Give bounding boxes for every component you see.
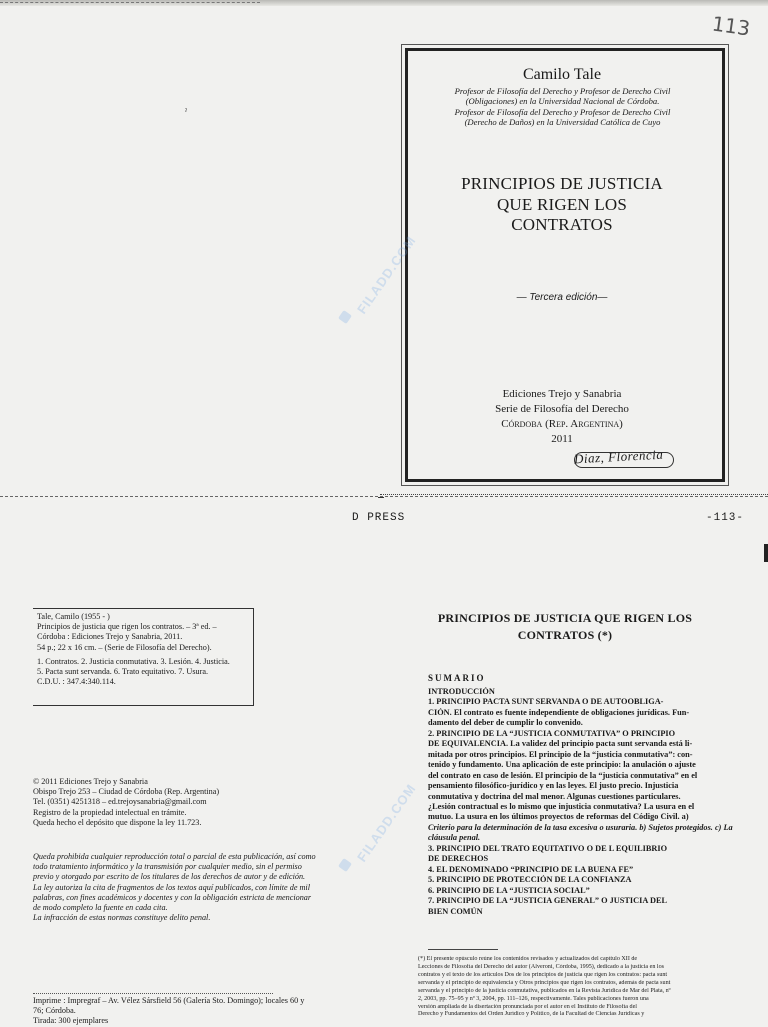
footnote-line: (*) El presente opúsculo reúne los contenidos revisados y actualizados del capítulo XII de (418, 956, 638, 962)
publisher-block (405, 387, 719, 446)
credit-line: Profesor de Filosofía del Derecho y Profesor de Derecho Civil (454, 106, 671, 117)
catalog-line: Tale, Camilo (1955 - ) (37, 612, 110, 621)
chapter-title-line: PRINCIPIOS DE JUSTICIA QUE RIGEN LOS (437, 611, 693, 625)
toc-line: DE DERECHOS (428, 854, 489, 864)
copyright-line: Queda hecho el depósito que dispone la ley 11.723. (33, 817, 202, 827)
table-of-contents (428, 687, 738, 917)
watermark-text: FILADD.COM (354, 780, 419, 865)
credit-line: Profesor de Filosofía del Derecho y Profesor de Derecho Civil (454, 86, 671, 96)
catalog-line: Principios de justicia que rigen los contratos. – 3ª ed. – (37, 622, 217, 632)
author-credits (420, 86, 705, 127)
watermark-text: FILADD.COM (354, 232, 419, 317)
legal-line: La infracción de estas normas constituye delito penal. (33, 913, 211, 923)
publisher-line: Serie de Filosofía del Derecho (495, 402, 629, 415)
legal-line: previo y otorgado por escrito de los titulares de los derechos de autor y de edición. (33, 872, 306, 882)
toc-line: 7. PRINCIPIO DE LA “JUSTICIA GENERAL” O JUSTICIA DEL (428, 896, 668, 906)
title-line: CONTRATOS (511, 215, 613, 235)
catalog-card (33, 608, 254, 706)
copyright-line: © 2011 Ediciones Trejo y Sanabria (33, 777, 148, 786)
scan-divider (380, 494, 768, 495)
credit-line: (Derecho de Daños) en la Universidad Católica de Cuyo (464, 116, 661, 127)
toc-line: pensamiento filosófico-jurídico y en las leyes. El justo precio. Injusticia (428, 781, 679, 791)
sumario-heading: SUMARIO (428, 673, 486, 683)
imprint-divider (33, 993, 273, 994)
watermark-logo-icon (338, 310, 352, 324)
footnote (418, 956, 740, 1019)
stray-mark: ˀ (185, 107, 187, 116)
toc-line: cláusula penal. (428, 833, 481, 843)
catalog-line: Córdoba : Ediciones Trejo y Sanabria, 2011. (37, 632, 183, 642)
toc-line: 5. PRINCIPIO DE PROTECCIÓN DE LA CONFIANZA (428, 875, 632, 885)
legal-line: Queda prohibida cualquier reproducción total o parcial de esta publicación, así como (33, 852, 316, 861)
copyright-line: Tel. (0351) 4251318 – ed.trejoysanabria@gmail.com (33, 797, 207, 807)
footnote-line: versión ampliada de la disertación pronunciada por el autor en el Instituto de Filosofía del (418, 1003, 637, 1010)
credit-line: (Obligaciones) en la Universidad Nacional de Córdoba. (465, 96, 660, 107)
imprint-line: Tirada: 300 ejemplares (33, 1016, 109, 1026)
imprint-block (33, 996, 353, 1027)
toc-line: 4. EL DENOMINADO “PRINCIPIO DE LA BUENA FE” (428, 864, 634, 874)
legal-line: palabras, con fines académicos y docentes y con la obligación estricta de mencionar (33, 892, 312, 902)
handwritten-signature: Diaz, Florencia (573, 446, 664, 467)
copyright-line: Registro de la propiedad intelectual en trámite. (33, 807, 187, 817)
toc-line: DE EQUIVALENCIA. La validez del principio pacta sunt servanda está li- (428, 739, 693, 749)
chapter-title (400, 610, 730, 644)
scan-mark (378, 493, 384, 498)
footnote-line: servanda y el principio de equivalencia y Otros principios que rigen los contratos, además de pacta sunt (418, 979, 671, 986)
footnote-divider (428, 949, 498, 950)
chapter-title-line: CONTRATOS (*) (517, 627, 613, 642)
publisher-line: 2011 (551, 432, 573, 445)
edition-label: — Tercera edición— (516, 292, 608, 303)
toc-line: conmutativa y doctrina del mal menor. Algunas cuestiones particulares. (428, 791, 681, 801)
footnote-line: contratos y el texto de los artículos Dos de los principios de justicia que rigen los contratos: pacta sunt (418, 971, 668, 978)
catalog-line: 5. Pacta sunt servanda. 6. Trato equitativo. 7. Usura. (37, 666, 209, 676)
page-number: -113- (706, 512, 745, 524)
toc-line: 1. PRINCIPIO PACTA SUNT SERVANDA O DE AUTOOBLIGA- (428, 697, 664, 707)
title-line: QUE RIGEN LOS (496, 194, 628, 214)
title-line: PRINCIPIOS DE JUSTICIA (461, 174, 663, 193)
press-label: D PRESS (352, 512, 406, 524)
toc-line: 6. PRINCIPIO DE LA “JUSTICIA SOCIAL” (428, 885, 590, 895)
legal-line: La ley autoriza la cita de fragmentos de los textos aquí publicados, con límite de mil (33, 882, 310, 892)
publisher-line: Córdoba (Rep. Argentina) (501, 417, 623, 430)
toc-line: Criterio para la determinación de la tasa excesiva o usuraria. b) Sujetos protegidos. c) La (428, 822, 733, 832)
toc-line: del contrato en caso de lesión. El principio de la “justicia conmutativa” en el (428, 770, 698, 780)
footnote-line: Lecciones de Filosofía del Derecho del autor (Alveroni, Córdoba, 1995), dedicado a la justicia en los (418, 963, 665, 970)
legal-line: de modo completo la fuente en cada cita. (33, 902, 168, 912)
scan-divider (0, 496, 768, 497)
catalog-line: C.D.U. : 347.4:340.114. (37, 677, 116, 687)
imprint-line: Imprime : Impregraf – Av. Vélez Sársfield 56 (Galería Sto. Domingo); locales 60 y (33, 996, 305, 1005)
scan-edge-mark (764, 544, 768, 562)
footnote-line: 2, 2003, pp. 75–95 y nº 3, 2004, pp. 111–126, respectivamente. Tales publicaciones fueron una (418, 995, 649, 1002)
toc-line: mitada por otros principios. El principio de la “justicia conmutativa”: con- (428, 749, 693, 759)
catalog-line: 54 p.; 22 x 16 cm. – (Serie de Filosofía del Derecho). (37, 642, 212, 652)
toc-line: 3. PRINCIPIO DEL TRATO EQUITATIVO O DE L EQUILIBRIO (428, 843, 668, 853)
copyright-block (33, 777, 333, 828)
toc-line: 2. PRINCIPIO DE LA “JUSTICIA CONMUTATIVA” O PRINCIPIO (428, 728, 676, 738)
toc-line: ¿Lesión contractual es lo mismo que injusticia conmutativa? La usura en el (428, 801, 695, 811)
author-name: Camilo Tale (522, 66, 602, 83)
publisher-line: Ediciones Trejo y Sanabria (502, 388, 622, 400)
book-title (405, 174, 719, 236)
toc-line: damento del deber de cumplir lo convenido. (428, 718, 583, 728)
legal-notice (33, 852, 353, 923)
toc-line: mutuo. La usura en los últimos proyectos de reformas del Código Civil. a) (428, 812, 689, 822)
toc-line: BIEN COMÚN (428, 906, 483, 916)
imprint-line: 76; Córdoba. (33, 1006, 76, 1016)
toc-line: tenido y fundamento. Una aplicación de este principio: la anulación o ajuste (428, 760, 696, 770)
scan-mark (0, 2, 260, 9)
legal-line: todo tratamiento informático y la transmisión por cualquier medio, sin el permiso (33, 862, 302, 872)
footnote-line: servanda y el principio de la justicia conmutativa, publicados en la Revista Jurídica de Mar del Plata, nº (418, 987, 671, 994)
toc-line: CIÓN. El contrato es fuente independiente de obligaciones jurídicas. Fun- (428, 707, 690, 717)
footnote-line: Derecho y Fundamentos del Orden Jurídico y Político, de la Facultad de Ciencias Jurídicas y (418, 1011, 645, 1018)
copyright-line: Obispo Trejo 253 – Ciudad de Córdoba (Rep. Argentina) (33, 787, 220, 797)
handwritten-page-number: 113 (710, 11, 752, 41)
toc-line: INTRODUCCIÓN (428, 687, 495, 696)
catalog-line: 1. Contratos. 2. Justicia conmutativa. 3. Lesión. 4. Justicia. (37, 656, 230, 666)
